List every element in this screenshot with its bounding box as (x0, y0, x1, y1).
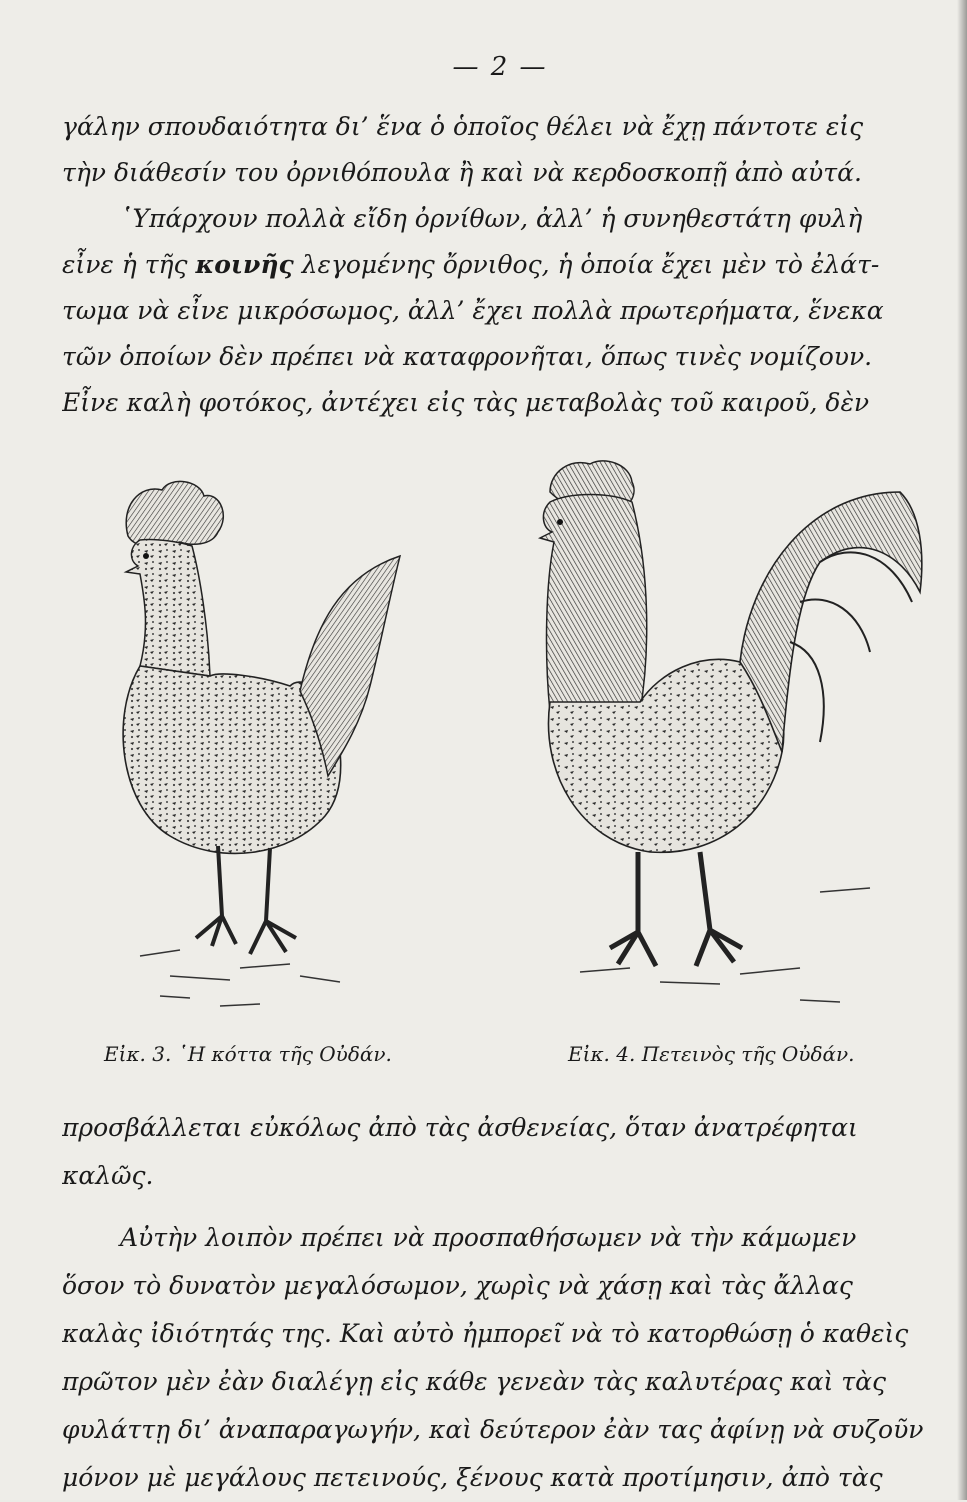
rooster-illustration (520, 452, 940, 1032)
text-line: τωμα νὰ εἶνε μικρόσωμος, ἀλλ’ ἔχει πολλὰ πρωτερήματα, ἕνεκα (62, 296, 884, 325)
paragraph-gap (62, 1200, 962, 1214)
bottom-paragraphs (62, 1104, 962, 1502)
text-line: ὅσον τὸ δυνατὸν μεγαλόσωμον, χωρὶς νὰ χάσῃ καὶ τὰς ἄλλας (62, 1271, 853, 1300)
text-line: καλῶς. (62, 1161, 154, 1190)
text-line: μόνον μὲ μεγάλους πετεινούς, ξένους κατὰ προτίμησιν, ἀπὸ τὰς (62, 1463, 883, 1492)
top-paragraphs (62, 104, 962, 426)
text-line: φυλάττῃ δι’ ἀναπαραγωγήν, καὶ δεύτερον ἐὰν τας ἀφίνῃ νὰ συζοῦν (62, 1415, 924, 1444)
page-number: — 2 — (452, 52, 548, 82)
text-line: τῶν ὁποίων δὲν πρέπει νὰ καταφρονῆται, ὅπως τινὲς νομίζουν. (62, 342, 873, 371)
text-run: εἶνε ἡ τῆς (62, 250, 196, 279)
text-line: Αὐτὴν λοιπὸν πρέπει νὰ προσπαθήσωμεν νὰ τὴν κάμωμεν (120, 1223, 857, 1252)
figure-caption: Εἰκ. 4. Πετεινὸς τῆς Οὐδάν. (568, 1042, 855, 1066)
text-line: καλὰς ἰδιότητάς της. Καὶ αὐτὸ ἠμπορεῖ νὰ τὸ κατορθώσῃ ὁ καθεὶς (62, 1319, 909, 1348)
bold-term: κοινῆς (195, 250, 294, 279)
text-line: γάλην σπουδαιότητα δι’ ἕνα ὁ ὁποῖος θέλει νὰ ἔχῃ πάντοτε εἰς (62, 112, 864, 141)
text-line: πρῶτον μὲν ἐὰν διαλέγῃ εἰς κάθε γενεὰν τὰς καλυτέρας καὶ τὰς (62, 1367, 886, 1396)
hen-illustration (100, 476, 430, 1036)
text-line: Εἶνε καλὴ φοτόκος, ἀντέχει εἰς τὰς μεταβολὰς τοῦ καιροῦ, δὲν (62, 388, 870, 417)
text-line: τὴν διάθεσίν του ὀρνιθόπουλα ἢ καὶ νὰ κερδοσκοπῇ ἀπὸ αὐτά. (62, 158, 862, 187)
text-line: προσβάλλεται εὐκόλως ἀπὸ τὰς ἀσθενείας, ὅταν ἀνατρέφηται (62, 1113, 858, 1142)
text-line: ῾Υπάρχουν πολλὰ εἴδη ὀρνίθων, ἀλλ’ ἡ συνηθεστάτη φυλὴ (120, 204, 863, 233)
text-line-with-bold (62, 242, 962, 288)
text-run: λεγομένης ὄρνιθος, ἡ ὁποία ἔχει μὲν τὸ ἐλάτ- (293, 250, 880, 279)
page-edge-shadow (957, 0, 967, 1500)
figure-caption: Εἰκ. 3. ῾Η κόττα τῆς Οὐδάν. (104, 1042, 392, 1066)
